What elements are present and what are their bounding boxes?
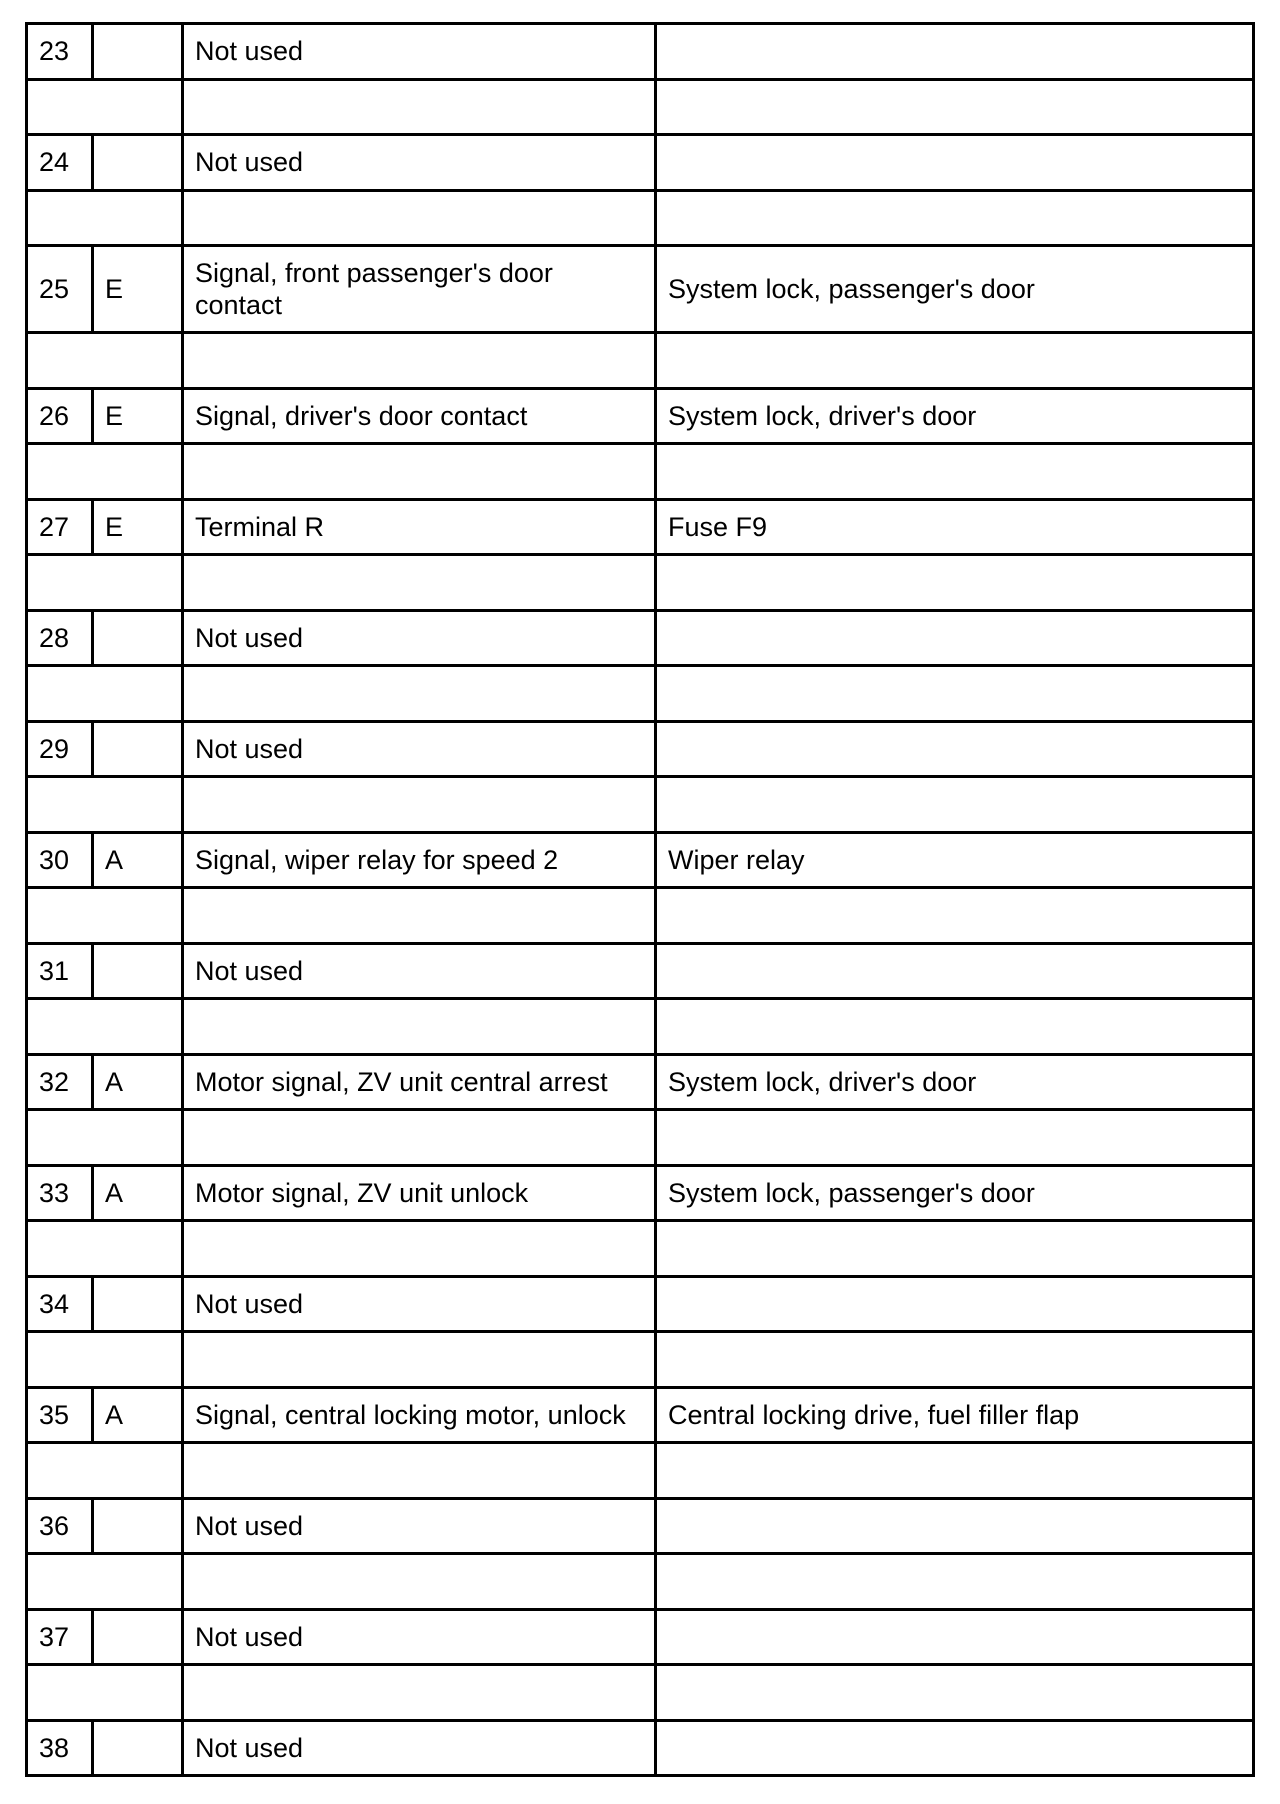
pin-row	[27, 1276, 1254, 1332]
pin-number-cell: 25	[27, 246, 93, 333]
signal-type-cell	[93, 24, 183, 80]
empty-cell	[656, 1443, 1254, 1499]
signal-type-cell	[93, 1498, 183, 1554]
connection-cell	[656, 1609, 1254, 1665]
spacer-row	[27, 888, 1254, 944]
empty-cell	[183, 444, 656, 500]
description-cell: Motor signal, ZV unit unlock	[183, 1165, 656, 1221]
pin-number-cell: 33	[27, 1165, 93, 1221]
pin-row	[27, 1387, 1254, 1443]
connection-cell	[656, 1276, 1254, 1332]
description-cell: Not used	[183, 721, 656, 777]
spacer-row	[27, 999, 1254, 1055]
description-cell: Not used	[183, 24, 656, 80]
connection-cell: Central locking drive, fuel filler flap	[656, 1387, 1254, 1443]
signal-type-cell: A	[93, 832, 183, 888]
pin-number-cell: 27	[27, 499, 93, 555]
description-cell: Not used	[183, 943, 656, 999]
pin-row	[27, 721, 1254, 777]
signal-type-cell: E	[93, 388, 183, 444]
signal-type-cell: A	[93, 1387, 183, 1443]
pin-row	[27, 1609, 1254, 1665]
empty-cell	[656, 444, 1254, 500]
description-cell: Signal, central locking motor, unlock	[183, 1387, 656, 1443]
pin-number-cell: 24	[27, 135, 93, 191]
spacer-row	[27, 1554, 1254, 1610]
connection-cell	[656, 1720, 1254, 1776]
empty-cell	[27, 555, 183, 611]
description-cell: Not used	[183, 610, 656, 666]
description-cell: Signal, driver's door contact	[183, 388, 656, 444]
signal-type-cell: E	[93, 246, 183, 333]
pin-row	[27, 388, 1254, 444]
signal-type-cell: A	[93, 1054, 183, 1110]
spacer-row	[27, 190, 1254, 246]
connection-cell: System lock, passenger's door	[656, 246, 1254, 333]
pin-row	[27, 832, 1254, 888]
empty-cell	[183, 1110, 656, 1166]
connection-cell	[656, 1498, 1254, 1554]
pin-row	[27, 1054, 1254, 1110]
empty-cell	[656, 79, 1254, 135]
empty-cell	[27, 79, 183, 135]
connection-cell	[656, 24, 1254, 80]
empty-cell	[183, 999, 656, 1055]
empty-cell	[183, 888, 656, 944]
signal-type-cell	[93, 943, 183, 999]
empty-cell	[27, 1221, 183, 1277]
empty-cell	[27, 1332, 183, 1388]
empty-cell	[656, 888, 1254, 944]
description-cell: Not used	[183, 1609, 656, 1665]
description-cell: Not used	[183, 1498, 656, 1554]
spacer-row	[27, 1443, 1254, 1499]
spacer-row	[27, 333, 1254, 389]
empty-cell	[183, 1332, 656, 1388]
spacer-row	[27, 666, 1254, 722]
empty-cell	[183, 1221, 656, 1277]
empty-cell	[656, 1332, 1254, 1388]
pin-row	[27, 1165, 1254, 1221]
empty-cell	[27, 999, 183, 1055]
empty-cell	[656, 777, 1254, 833]
empty-cell	[656, 666, 1254, 722]
empty-cell	[183, 555, 656, 611]
connection-cell: Fuse F9	[656, 499, 1254, 555]
pin-number-cell: 32	[27, 1054, 93, 1110]
pin-number-cell: 28	[27, 610, 93, 666]
empty-cell	[27, 190, 183, 246]
pin-row	[27, 499, 1254, 555]
pin-number-cell: 35	[27, 1387, 93, 1443]
description-cell: Not used	[183, 135, 656, 191]
pin-number-cell: 36	[27, 1498, 93, 1554]
empty-cell	[183, 333, 656, 389]
empty-cell	[183, 777, 656, 833]
pin-table-body	[27, 24, 1254, 1776]
signal-type-cell	[93, 135, 183, 191]
connection-cell: System lock, driver's door	[656, 1054, 1254, 1110]
empty-cell	[183, 190, 656, 246]
spacer-row	[27, 555, 1254, 611]
spacer-row	[27, 777, 1254, 833]
pin-row	[27, 246, 1254, 333]
connection-cell	[656, 135, 1254, 191]
empty-cell	[656, 1665, 1254, 1721]
description-cell: Motor signal, ZV unit central arrest	[183, 1054, 656, 1110]
pin-number-cell: 30	[27, 832, 93, 888]
empty-cell	[183, 79, 656, 135]
signal-type-cell	[93, 1276, 183, 1332]
signal-type-cell: E	[93, 499, 183, 555]
signal-type-cell	[93, 1720, 183, 1776]
pin-row	[27, 943, 1254, 999]
spacer-row	[27, 1665, 1254, 1721]
pin-number-cell: 38	[27, 1720, 93, 1776]
description-cell: Signal, wiper relay for speed 2	[183, 832, 656, 888]
signal-type-cell	[93, 610, 183, 666]
pin-number-cell: 26	[27, 388, 93, 444]
pin-number-cell: 23	[27, 24, 93, 80]
signal-type-cell	[93, 721, 183, 777]
spacer-row	[27, 444, 1254, 500]
spacer-row	[27, 79, 1254, 135]
empty-cell	[656, 555, 1254, 611]
empty-cell	[27, 1554, 183, 1610]
empty-cell	[656, 1110, 1254, 1166]
connection-cell	[656, 610, 1254, 666]
empty-cell	[183, 1554, 656, 1610]
empty-cell	[656, 190, 1254, 246]
description-cell: Signal, front passenger's door contact	[183, 246, 656, 333]
empty-cell	[27, 666, 183, 722]
connection-cell	[656, 943, 1254, 999]
connection-cell	[656, 721, 1254, 777]
pin-number-cell: 31	[27, 943, 93, 999]
spacer-row	[27, 1221, 1254, 1277]
description-cell: Terminal R	[183, 499, 656, 555]
empty-cell	[27, 1665, 183, 1721]
signal-type-cell: A	[93, 1165, 183, 1221]
empty-cell	[27, 1110, 183, 1166]
empty-cell	[183, 666, 656, 722]
empty-cell	[27, 444, 183, 500]
empty-cell	[656, 333, 1254, 389]
pin-row	[27, 135, 1254, 191]
connection-cell: Wiper relay	[656, 832, 1254, 888]
empty-cell	[656, 999, 1254, 1055]
spacer-row	[27, 1110, 1254, 1166]
pin-row	[27, 24, 1254, 80]
empty-cell	[27, 1443, 183, 1499]
pin-row	[27, 1720, 1254, 1776]
empty-cell	[183, 1443, 656, 1499]
connection-cell: System lock, passenger's door	[656, 1165, 1254, 1221]
spacer-row	[27, 1332, 1254, 1388]
empty-cell	[656, 1221, 1254, 1277]
empty-cell	[183, 1665, 656, 1721]
empty-cell	[656, 1554, 1254, 1610]
empty-cell	[27, 333, 183, 389]
pin-row	[27, 610, 1254, 666]
empty-cell	[27, 888, 183, 944]
pin-row	[27, 1498, 1254, 1554]
pin-number-cell: 37	[27, 1609, 93, 1665]
description-cell: Not used	[183, 1720, 656, 1776]
pin-number-cell: 29	[27, 721, 93, 777]
pin-number-cell: 34	[27, 1276, 93, 1332]
signal-type-cell	[93, 1609, 183, 1665]
empty-cell	[27, 777, 183, 833]
pin-assignment-table	[25, 22, 1255, 1777]
connection-cell: System lock, driver's door	[656, 388, 1254, 444]
description-cell: Not used	[183, 1276, 656, 1332]
